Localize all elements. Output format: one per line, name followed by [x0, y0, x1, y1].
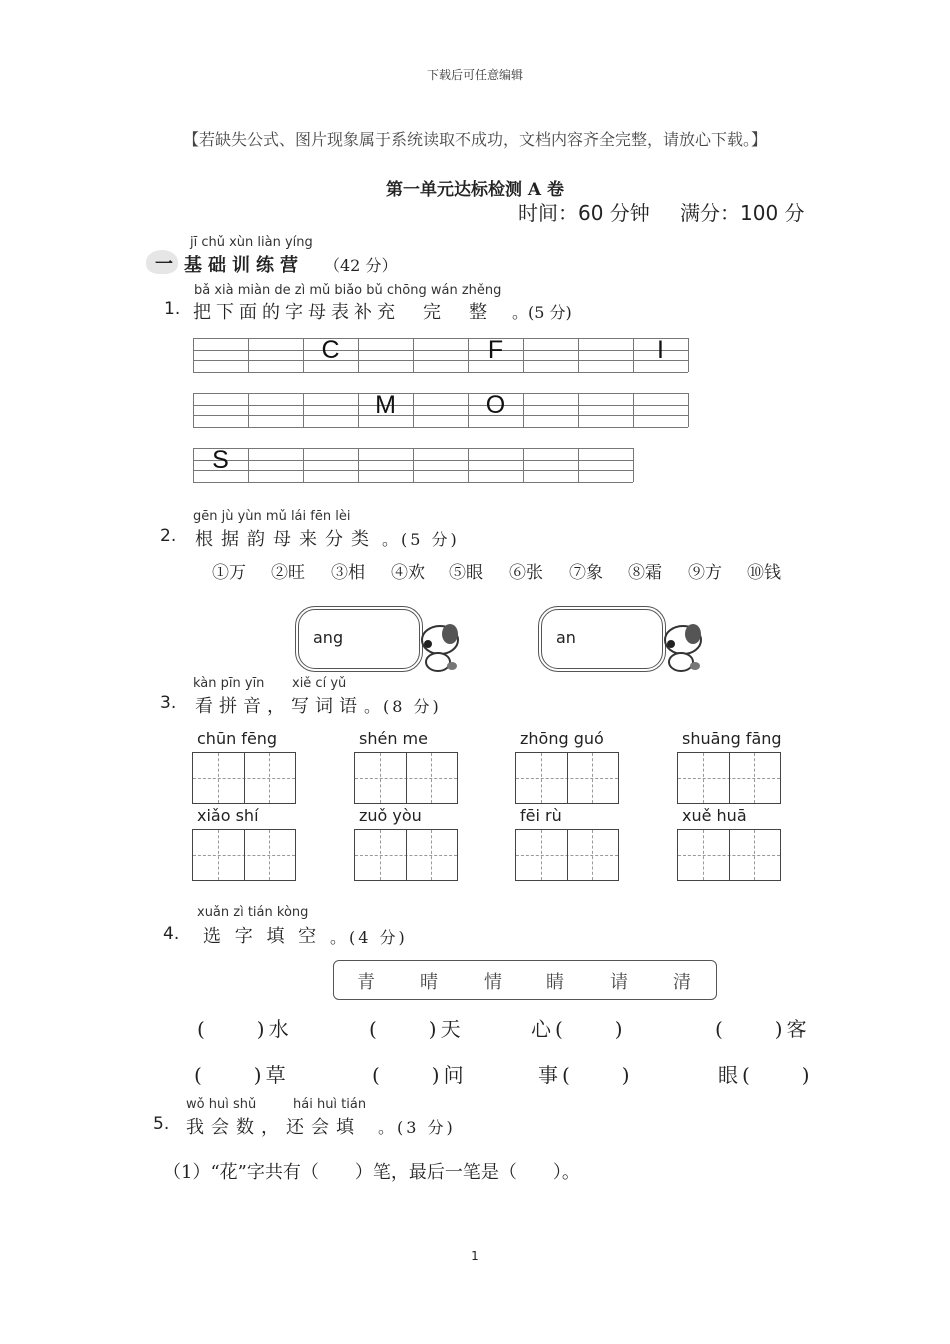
cartoon-dog-icon: [643, 622, 705, 674]
guide-line: [193, 405, 688, 406]
fill-blank[interactable]: ( )草: [194, 1063, 290, 1087]
q4-options-box: [333, 960, 717, 1000]
rhyme-label: an: [556, 628, 576, 647]
fill-blank[interactable]: ( )问: [372, 1063, 468, 1087]
q5-pinyin-a: wǒ huì shǔ: [186, 1097, 257, 1112]
q3-pinyin-a: kàn pīn yīn: [193, 676, 265, 691]
writing-grid[interactable]: [192, 752, 296, 804]
q3-number: 3.: [160, 693, 177, 713]
rhyme-label: ang: [313, 628, 344, 647]
guide-line: [193, 350, 688, 351]
q1-number: 1.: [164, 299, 181, 319]
char-option: ③相: [331, 563, 365, 583]
q3-text: 看拼音，写词语: [195, 696, 363, 717]
top-note: 下载后可任意编辑: [426, 68, 523, 82]
grid-separator: [406, 753, 407, 803]
q4-text: 选 字 填 空: [203, 926, 321, 947]
q2-text: 根据韵母来分类: [195, 529, 377, 550]
fill-blank[interactable]: 心( ): [531, 1017, 627, 1041]
grid-separator: [406, 830, 407, 880]
exam-time: 时间：60 分钟: [518, 201, 650, 225]
letter-cell[interactable]: M: [375, 391, 396, 419]
cell-divider: [248, 448, 249, 482]
notice: 【若缺失公式、图片现象属于系统读取不成功，文档内容齐全完整，请放心下载。】: [182, 130, 767, 149]
cell-divider: [633, 448, 634, 482]
letter-cell[interactable]: C: [321, 336, 340, 364]
guide-line: [193, 427, 688, 428]
char-option: ⑧霜: [628, 563, 662, 583]
q5-number: 5.: [153, 1114, 170, 1134]
q2-pinyin: gēn jù yùn mǔ lái fēn lèi: [193, 509, 351, 524]
guide-line: [193, 393, 688, 394]
q2-points: 。(5 分): [382, 530, 460, 549]
fill-blank[interactable]: ( )水: [197, 1017, 293, 1041]
cell-divider: [523, 338, 524, 372]
cell-divider: [193, 338, 194, 372]
q5-points: 。(3 分): [378, 1118, 456, 1137]
section-pinyin: jī chǔ xùn liàn yíng: [190, 235, 313, 250]
cell-divider: [578, 338, 579, 372]
writing-grid[interactable]: [354, 752, 458, 804]
grid-separator: [567, 830, 568, 880]
cell-divider: [248, 338, 249, 372]
letter-cell[interactable]: S: [212, 446, 229, 474]
word-option: 清: [673, 972, 691, 993]
cell-divider: [523, 393, 524, 427]
cell-divider: [688, 338, 689, 372]
q2-number: 2.: [160, 526, 177, 546]
guide-line: [193, 415, 688, 416]
alphabet-row: [193, 448, 633, 482]
cell-divider: [193, 393, 194, 427]
guide-line: [193, 360, 688, 361]
letter-cell[interactable]: O: [485, 391, 506, 419]
alphabet-row: [193, 338, 688, 372]
cell-divider: [413, 393, 414, 427]
char-option: ④欢: [391, 563, 425, 583]
q4-points: 。(4 分): [330, 928, 408, 947]
q5-text: 我会数，还会填: [186, 1117, 361, 1138]
pinyin-word: xuě huā: [682, 806, 747, 825]
grid-separator: [244, 830, 245, 880]
q1-pinyin: bǎ xià miàn de zì mǔ biǎo bǔ chōng wán zhěng: [194, 283, 502, 298]
q4-pinyin: xuǎn zì tián kòng: [197, 905, 309, 920]
cell-divider: [578, 393, 579, 427]
pinyin-word: xiǎo shí: [197, 806, 259, 825]
char-option: ②旺: [271, 563, 305, 583]
char-option: ①万: [212, 563, 246, 583]
guide-line: [193, 372, 688, 373]
letter-cell[interactable]: F: [487, 336, 504, 364]
char-option: ⑦象: [569, 563, 603, 583]
writing-grid[interactable]: [677, 752, 781, 804]
writing-grid[interactable]: [515, 752, 619, 804]
cartoon-dog-icon: [400, 622, 462, 674]
cell-divider: [358, 338, 359, 372]
exam-score: 满分：100 分: [680, 201, 805, 225]
cell-divider: [413, 338, 414, 372]
cell-divider: [633, 393, 634, 427]
pinyin-word: zhōng guó: [520, 729, 604, 748]
q4-number: 4.: [163, 924, 180, 944]
grid-separator: [729, 830, 730, 880]
pinyin-word: zuǒ yòu: [359, 806, 422, 825]
cell-divider: [303, 393, 304, 427]
q1-points: 。(5 分): [512, 303, 572, 322]
section-title: 基础训练营: [184, 255, 304, 276]
word-option: 请: [610, 972, 628, 993]
q5-pinyin-b: hái huì tián: [293, 1097, 367, 1112]
char-option: ⑨方: [688, 563, 722, 583]
q5-sub1: （1）“花”字共有（ ）笔，最后一笔是（ ）。: [163, 1162, 580, 1183]
word-option: 晴: [420, 972, 438, 993]
exam-title: 第一单元达标检测 A 卷: [385, 180, 565, 200]
writing-grid[interactable]: [515, 829, 619, 881]
writing-grid[interactable]: [354, 829, 458, 881]
pinyin-word: shén me: [359, 729, 428, 748]
word-option: 睛: [546, 972, 564, 993]
pinyin-word: shuāng fāng: [682, 729, 782, 748]
letter-cell[interactable]: I: [657, 336, 664, 364]
fill-blank[interactable]: 眼( ): [718, 1063, 814, 1087]
section-number: 一: [155, 254, 173, 275]
fill-blank[interactable]: 事( ): [538, 1063, 634, 1087]
grid-separator: [729, 753, 730, 803]
page-number: 1: [471, 1249, 479, 1263]
fill-blank[interactable]: ( )客: [715, 1017, 811, 1041]
word-option: 青: [357, 972, 375, 993]
cell-divider: [303, 448, 304, 482]
cell-divider: [358, 448, 359, 482]
q1-text: 把下面的字母表补充 完 整: [193, 302, 492, 323]
q3-pinyin-b: xiě cí yǔ: [292, 676, 347, 691]
cell-divider: [523, 448, 524, 482]
guide-line: [193, 338, 688, 339]
guide-line: [193, 482, 633, 483]
writing-grid[interactable]: [677, 829, 781, 881]
section-points: （42 分）: [324, 256, 398, 275]
cell-divider: [413, 448, 414, 482]
fill-blank[interactable]: ( )天: [369, 1017, 465, 1041]
char-option: ⑤眼: [449, 563, 483, 583]
alphabet-row: [193, 393, 688, 427]
q3-points: 。(8 分): [364, 697, 442, 716]
pinyin-word: fēi rù: [520, 806, 562, 825]
cell-divider: [248, 393, 249, 427]
pinyin-word: chūn fēng: [197, 729, 278, 748]
grid-separator: [567, 753, 568, 803]
cell-divider: [578, 448, 579, 482]
char-option: ⑥张: [509, 563, 543, 583]
grid-separator: [244, 753, 245, 803]
cell-divider: [688, 393, 689, 427]
writing-grid[interactable]: [192, 829, 296, 881]
cell-divider: [468, 448, 469, 482]
word-option: 情: [484, 972, 502, 993]
char-option: ⑩钱: [747, 563, 781, 583]
